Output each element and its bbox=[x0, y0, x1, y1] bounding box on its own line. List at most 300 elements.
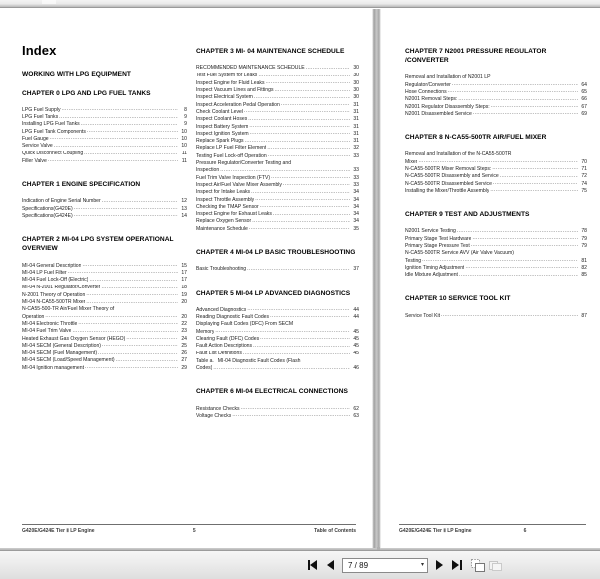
pdf-page-left bbox=[0, 9, 372, 550]
toc-entry-page: 72 bbox=[581, 173, 587, 180]
toc-entry[interactable] bbox=[196, 109, 359, 116]
leader-dots bbox=[213, 366, 350, 371]
section-heading-chapter-8: CHAPTER 8 N-CA55-500TR AIR/FUEL MIXER bbox=[405, 134, 547, 142]
toc-entry[interactable] bbox=[22, 121, 187, 128]
document-viewer[interactable] bbox=[0, 9, 600, 550]
pdf-page-right-body bbox=[381, 47, 600, 550]
toc-entry[interactable] bbox=[22, 299, 187, 306]
block-spacer bbox=[196, 274, 359, 289]
toc-entry-wrapped-line bbox=[196, 321, 359, 328]
toc-entry-wrapped-line bbox=[405, 151, 587, 158]
toc-entry[interactable] bbox=[196, 218, 359, 225]
toc-entry[interactable] bbox=[196, 175, 359, 182]
leader-dots bbox=[116, 359, 178, 364]
leader-dots bbox=[215, 330, 350, 335]
toc-entry[interactable] bbox=[22, 107, 187, 114]
leader-dots bbox=[50, 137, 178, 142]
toc-entry-title: Test Fuel System for Leaks bbox=[196, 72, 258, 79]
section-heading-chapter-6: CHAPTER 6 MI-04 ELECTRICAL CONNECTIONS bbox=[196, 388, 348, 396]
toc-list-chapter-5 bbox=[196, 307, 359, 373]
toc-entry[interactable] bbox=[405, 89, 587, 96]
leader-dots bbox=[72, 330, 178, 335]
leader-dots bbox=[281, 103, 350, 108]
toc-entry-title: N-CA55-500TR Disassembled Service bbox=[405, 180, 492, 187]
block-spacer bbox=[22, 220, 187, 235]
toc-list-chapter-8 bbox=[405, 151, 587, 195]
first-page-icon[interactable] bbox=[305, 556, 322, 574]
toc-entry[interactable] bbox=[405, 173, 587, 180]
footer-engine-model: G420E/G424E Tier Ⅱ LP Engine bbox=[399, 528, 472, 534]
toc-entry-title: MI-04 Fuel Trim Valve bbox=[22, 328, 72, 335]
block-spacer bbox=[405, 279, 587, 294]
toc-list-chapter-6 bbox=[196, 406, 359, 421]
toc-list-chapter-7 bbox=[405, 74, 587, 118]
toc-entry-title: N-CA55-500TR Mixer Removal Steps: bbox=[405, 165, 492, 172]
toc-entry[interactable] bbox=[22, 328, 187, 335]
toc-entry-page: 45 bbox=[353, 335, 359, 342]
toc-list-chapter-1 bbox=[22, 198, 187, 220]
toc-entry-page: 67 bbox=[581, 103, 587, 110]
toc-entry[interactable] bbox=[405, 258, 587, 265]
toc-entry[interactable] bbox=[196, 307, 359, 314]
toc-entry-title: Clearing Fault (DFC) Codes bbox=[196, 335, 260, 342]
toc-entry-title: Testing Fuel Lock-off Operation bbox=[196, 152, 267, 159]
leader-dots bbox=[87, 130, 178, 135]
toc-entry-page: 22 bbox=[181, 321, 187, 327]
toc-entry-title: N2001 Removal Steps: bbox=[405, 96, 458, 103]
pdf-page-right bbox=[381, 9, 600, 550]
toc-entry-page: 37 bbox=[353, 266, 359, 273]
toc-entry-page: 9 bbox=[184, 114, 187, 120]
toc-entry-title: MI-04 Fuel Lock-Off (Electric) bbox=[22, 277, 89, 284]
toc-entry[interactable] bbox=[22, 213, 187, 220]
toc-entry-page: 8 bbox=[184, 106, 187, 113]
leader-dots bbox=[247, 308, 350, 313]
section-heading-chapter-9: CHAPTER 9 TEST AND ADJUSTMENTS bbox=[405, 211, 530, 219]
toc-entry-title: Replace LP Fuel Filter Element bbox=[196, 145, 267, 152]
toc-entry-page: 31 bbox=[353, 101, 359, 108]
leader-dots bbox=[418, 160, 578, 165]
toc-entry-title: N2001 Regulator Disassembly Steps: bbox=[405, 103, 490, 110]
toc-entry-title: Basic Troubleshooting bbox=[196, 266, 247, 273]
section-heading-chapter-2: CHAPTER 2 MI-04 LPG SYSTEM OPERATIONAL OVERVIEW bbox=[22, 236, 174, 253]
last-page-icon[interactable] bbox=[448, 556, 465, 574]
toc-entry[interactable] bbox=[196, 314, 359, 321]
toc-entry-wrapped-line bbox=[405, 74, 587, 81]
toc-entry-page: 62 bbox=[353, 405, 359, 412]
toc-entry-title: N-CA55-500TR Disassembly and Service bbox=[405, 173, 499, 180]
toc-entry-page: 79 bbox=[581, 242, 587, 249]
toc-entry[interactable] bbox=[22, 350, 187, 357]
toc-entry-page: 10 bbox=[181, 143, 187, 150]
leader-dots bbox=[465, 266, 578, 271]
toc-entry[interactable] bbox=[22, 129, 187, 136]
toc-entry-page: 31 bbox=[353, 138, 359, 145]
toc-entry[interactable] bbox=[22, 285, 187, 292]
toc-entry-page: 82 bbox=[581, 264, 587, 271]
toc-entry-page: 20 bbox=[181, 299, 187, 306]
toc-entry[interactable] bbox=[22, 343, 187, 350]
toc-entry-title: Fuel Trim Valve Inspection (FTV) bbox=[196, 174, 271, 181]
toc-entry-page: 11 bbox=[181, 150, 187, 157]
toc-entry[interactable] bbox=[405, 228, 587, 235]
toc-entry-page: 34 bbox=[353, 218, 359, 225]
toc-entry-title: Inspect Coolant Hoses bbox=[196, 116, 248, 123]
leader-dots bbox=[251, 191, 350, 196]
toc-entry[interactable] bbox=[22, 292, 187, 299]
toc-entry-page: 35 bbox=[353, 225, 359, 232]
toc-entry[interactable] bbox=[22, 206, 187, 213]
toc-entry-page: 46 bbox=[353, 365, 359, 372]
toc-entry[interactable] bbox=[405, 313, 587, 320]
toc-entry-page: 15 bbox=[181, 262, 187, 269]
block-spacer bbox=[405, 118, 587, 133]
section-heading-chapter-1: CHAPTER 1 ENGINE SPECIFICATION bbox=[22, 181, 141, 189]
toc-entry-title: MI-04 N-2001 Regulator/Converter bbox=[22, 284, 101, 291]
toc-entry-title: Hose Connections bbox=[405, 89, 447, 95]
toc-entry-page: 23 bbox=[181, 328, 187, 335]
toc-entry[interactable] bbox=[196, 138, 359, 145]
toc-entry[interactable] bbox=[196, 145, 359, 152]
toc-entry-title: Installing the Mixer/Throttle Assembly bbox=[405, 187, 490, 194]
toc-entry-title: Inspect Acceleration Pedal Operation bbox=[196, 101, 280, 108]
toc-entry[interactable] bbox=[22, 365, 187, 372]
toc-entry-wrapped-line bbox=[405, 250, 587, 257]
toc-entry-page: 30 bbox=[353, 65, 359, 72]
leader-dots bbox=[249, 227, 350, 232]
leader-dots bbox=[59, 115, 178, 120]
toc-entry[interactable] bbox=[22, 198, 187, 205]
toc-entry-page: 26 bbox=[181, 350, 187, 357]
toc-entry-title: Fuel Gauge bbox=[22, 135, 49, 142]
toc-entry[interactable] bbox=[405, 166, 587, 173]
toc-entry[interactable] bbox=[196, 80, 359, 87]
leader-dots bbox=[244, 110, 350, 115]
toc-entry-page: 63 bbox=[353, 412, 359, 419]
toc-entry-wrapped-line bbox=[22, 306, 187, 313]
leader-dots bbox=[459, 273, 578, 278]
leader-dots bbox=[98, 351, 178, 356]
leader-dots bbox=[245, 139, 350, 144]
page-footer-right bbox=[399, 524, 586, 534]
section-heading-chapter-7: CHAPTER 7 N2001 PRESSURE REGULATOR /CONVERTER bbox=[405, 48, 547, 65]
toc-entry[interactable] bbox=[405, 265, 587, 272]
section-heading-chapter-0: CHAPTER 0 LPG AND LPG FUEL TANKS bbox=[22, 89, 151, 97]
leader-dots bbox=[458, 98, 578, 103]
toc-entry-title: N-2001 Theory of Operation bbox=[22, 291, 86, 298]
toc-entry[interactable] bbox=[22, 270, 187, 277]
leader-dots bbox=[253, 345, 350, 350]
toc-entry[interactable] bbox=[196, 94, 359, 101]
toc-entry[interactable] bbox=[196, 153, 359, 160]
leader-dots bbox=[255, 198, 350, 203]
toc-entry[interactable] bbox=[196, 336, 359, 343]
toc-entry[interactable] bbox=[196, 102, 359, 109]
toc-entry-page: 10 bbox=[181, 135, 187, 142]
toc-entry[interactable] bbox=[196, 413, 359, 420]
leader-dots bbox=[266, 81, 350, 86]
toc-list-chapter-9 bbox=[405, 228, 587, 279]
leader-dots bbox=[422, 259, 578, 264]
toc-entry[interactable] bbox=[196, 131, 359, 138]
toc-entry[interactable] bbox=[22, 114, 187, 121]
toc-entry-page: 78 bbox=[581, 228, 587, 235]
leader-dots bbox=[471, 244, 578, 249]
leader-dots bbox=[306, 67, 350, 72]
toc-entry-page: 34 bbox=[353, 211, 359, 218]
toc-entry[interactable] bbox=[405, 236, 587, 243]
toc-entry-page: 31 bbox=[353, 116, 359, 123]
toc-entry-title: Table a. MI-04 Diagnostic Fault Codes (Flash bbox=[196, 357, 301, 364]
leader-dots bbox=[81, 123, 178, 128]
toc-entry-title-continued: Regulator/Converter bbox=[405, 81, 451, 88]
toc-entry[interactable] bbox=[22, 336, 187, 343]
leader-dots bbox=[275, 88, 351, 93]
toc-entry-page: 9 bbox=[184, 121, 187, 128]
toc-list-chapter-0 bbox=[22, 107, 187, 165]
toc-entry[interactable] bbox=[405, 159, 587, 166]
toc-entry[interactable] bbox=[22, 277, 187, 284]
toc-entry-title-continued: Mixer bbox=[405, 158, 418, 165]
leader-dots bbox=[252, 220, 350, 225]
previous-page-icon[interactable] bbox=[322, 556, 339, 574]
toc-entry[interactable] bbox=[196, 189, 359, 196]
toc-entry-title: N2001 Disassembled Service bbox=[405, 110, 472, 117]
toc-entry-title-continued: Inspection bbox=[196, 167, 220, 174]
toc-entry-title: Voltage Checks bbox=[196, 412, 232, 419]
leader-dots bbox=[84, 152, 178, 157]
toc-entry[interactable] bbox=[196, 124, 359, 131]
toc-entry-page: 33 bbox=[353, 152, 359, 159]
toc-entry-title: Inspect Throttle Assembly bbox=[196, 196, 255, 203]
leader-dots bbox=[102, 200, 178, 205]
toc-entry-title: Checking the TMAP Sensor bbox=[196, 203, 259, 210]
toc-column-right bbox=[405, 47, 587, 320]
toc-entry-title: Idle Mixture Adjustment bbox=[405, 272, 458, 279]
toc-entry[interactable] bbox=[405, 111, 587, 118]
toc-list-chapter-4 bbox=[196, 266, 359, 273]
toc-entry-page: 87 bbox=[581, 312, 587, 319]
toc-entry[interactable] bbox=[22, 151, 187, 158]
toc-entry-title: MI-04 Ignition management bbox=[22, 364, 85, 371]
leader-dots bbox=[86, 293, 178, 298]
page-number-value: 7 / 89 bbox=[348, 560, 369, 570]
leader-dots bbox=[254, 96, 350, 101]
single-page-view-icon[interactable] bbox=[486, 556, 503, 574]
toc-entry-title: Fault Action Descriptions bbox=[196, 343, 253, 350]
toc-entry[interactable] bbox=[196, 87, 359, 94]
toc-entry[interactable] bbox=[405, 96, 587, 103]
page-footer-left bbox=[22, 524, 356, 534]
toc-entry[interactable] bbox=[22, 143, 187, 150]
section-heading-chapter-10: CHAPTER 10 SERVICE TOOL KIT bbox=[405, 295, 511, 303]
toc-entry-page: 65 bbox=[581, 89, 587, 95]
toc-entry-title: Replace Spark Plugs bbox=[196, 138, 244, 145]
toc-entry-title: MI-04 General Description bbox=[22, 262, 82, 269]
toc-entry-page: 33 bbox=[353, 181, 359, 188]
toc-entry-page: 31 bbox=[353, 108, 359, 115]
leader-dots bbox=[490, 189, 578, 194]
footer-engine-model: G420E/G424E Tier Ⅱ LP Engine bbox=[22, 528, 95, 534]
toc-entry[interactable] bbox=[22, 357, 187, 364]
toc-entry-title: Reading Diagnostic Fault Codes bbox=[196, 314, 270, 320]
toc-entry-title: Primary Stage Pressure Test bbox=[405, 242, 470, 249]
leader-dots bbox=[45, 315, 178, 320]
toc-entry-title: Service Valve bbox=[22, 143, 53, 150]
leader-dots bbox=[452, 83, 578, 88]
toc-entry-title: LPG Fuel Tank Components bbox=[22, 128, 86, 135]
leader-dots bbox=[74, 214, 178, 219]
toc-entry[interactable] bbox=[405, 104, 587, 111]
footer-section-name: Table of Contents bbox=[314, 528, 356, 534]
toc-entry[interactable] bbox=[196, 211, 359, 218]
toc-entry[interactable] bbox=[196, 329, 359, 336]
toc-entry-title-continued: Memory bbox=[196, 328, 215, 335]
toc-entry[interactable] bbox=[22, 263, 187, 270]
toc-entry[interactable] bbox=[196, 182, 359, 189]
toc-entry-title: Replace Oxygen Sensor bbox=[196, 218, 252, 225]
toc-entry-page: 12 bbox=[181, 198, 187, 205]
toc-entry[interactable] bbox=[196, 365, 359, 372]
block-spacer bbox=[22, 165, 187, 180]
toc-entry-page: 34 bbox=[353, 189, 359, 196]
chevron-down-icon[interactable]: ▾ bbox=[420, 561, 424, 568]
leader-dots bbox=[267, 147, 350, 152]
toc-entry[interactable] bbox=[22, 158, 187, 165]
toc-entry[interactable] bbox=[196, 204, 359, 211]
block-spacer bbox=[196, 372, 359, 387]
leader-dots bbox=[232, 414, 350, 419]
leader-dots bbox=[220, 169, 350, 174]
toc-entry-page: 13 bbox=[181, 205, 187, 212]
toc-entry-page: 34 bbox=[353, 203, 359, 210]
leader-dots bbox=[491, 105, 578, 110]
toc-entry[interactable] bbox=[22, 314, 187, 321]
leader-dots bbox=[473, 112, 578, 117]
toc-entry[interactable] bbox=[196, 343, 359, 350]
leader-dots bbox=[441, 314, 578, 319]
leader-dots bbox=[271, 176, 350, 181]
next-page-icon[interactable] bbox=[431, 556, 448, 574]
toc-entry[interactable] bbox=[196, 73, 359, 80]
footer-page-number: 5 bbox=[192, 528, 196, 534]
leader-dots bbox=[250, 132, 350, 137]
leader-dots bbox=[260, 205, 350, 210]
leader-dots bbox=[283, 183, 350, 188]
toc-entry-title: Resistance Checks bbox=[196, 405, 240, 412]
toc-entry-title: MI-04 N-CA55-500TR Mixer bbox=[22, 299, 86, 306]
toc-entry-title: Inspect Vacuum Lines and Fittings bbox=[196, 87, 274, 94]
toc-entry-page: 20 bbox=[181, 313, 187, 320]
toc-entry[interactable] bbox=[196, 266, 359, 273]
leader-dots bbox=[85, 366, 178, 371]
leader-dots bbox=[258, 74, 350, 79]
toc-entry-title: Inspect for Intake Leaks bbox=[196, 189, 251, 196]
toc-entry[interactable] bbox=[196, 226, 359, 233]
leader-dots bbox=[74, 207, 178, 212]
leader-dots bbox=[54, 145, 178, 150]
toc-entry[interactable] bbox=[196, 406, 359, 413]
leader-dots bbox=[101, 286, 178, 291]
leader-dots bbox=[126, 337, 178, 342]
leader-dots bbox=[243, 352, 350, 357]
toc-entry[interactable] bbox=[196, 116, 359, 123]
toc-entry-page: 71 bbox=[581, 165, 587, 172]
toc-entry[interactable] bbox=[196, 167, 359, 174]
leader-dots bbox=[89, 279, 178, 284]
toc-entry-page: 33 bbox=[353, 167, 359, 174]
toc-entry-title: Inspect Battery System bbox=[196, 123, 249, 130]
toc-entry[interactable] bbox=[196, 197, 359, 204]
toc-entry[interactable] bbox=[196, 65, 359, 72]
toc-entry-title: N-CA55-500-TR Air/Fuel Mixer Theory of bbox=[22, 306, 115, 313]
toc-entry-title: Specifications(G424E) bbox=[22, 212, 73, 219]
toc-entry-title: RECOMMENDED MAINTENANCE SCHEDULE bbox=[196, 65, 305, 72]
toc-entry-page: 32 bbox=[353, 145, 359, 152]
toc-entry-title: Removal and Installation of N2001 LP bbox=[405, 74, 491, 81]
two-page-view-icon[interactable] bbox=[469, 556, 486, 574]
toc-entry-title: Inspect Electrical System bbox=[196, 94, 253, 101]
toc-entry-page: 79 bbox=[581, 235, 587, 242]
toc-entry-title: Check Coolant Level bbox=[196, 108, 244, 115]
leader-dots bbox=[86, 300, 178, 305]
toc-entry[interactable] bbox=[22, 321, 187, 328]
toc-entry-page: 17 bbox=[181, 277, 187, 284]
toc-entry-page: 45 bbox=[353, 343, 359, 350]
toc-entry[interactable] bbox=[196, 351, 359, 358]
toc-entry[interactable] bbox=[405, 82, 587, 89]
toc-entry-page: 17 bbox=[181, 269, 187, 276]
toc-entry[interactable] bbox=[22, 136, 187, 143]
toc-entry-page: 34 bbox=[353, 196, 359, 203]
footer-page-number: 6 bbox=[523, 528, 527, 534]
toc-entry-title: Advanced Diagnostics bbox=[196, 306, 247, 313]
page-title: Index bbox=[22, 43, 57, 58]
page-number-input[interactable] bbox=[342, 558, 428, 573]
toc-entry-title: MI-04 SECM (Load/Speed Management) bbox=[22, 357, 115, 364]
toc-entry-title: Fault List Definitions bbox=[196, 350, 242, 357]
toc-entry-page: 70 bbox=[581, 158, 587, 165]
toc-entry-title: N-CA55-500TR Service AVV (Air Valve Vacuum) bbox=[405, 250, 514, 257]
toc-entry-page: 30 bbox=[353, 94, 359, 101]
toc-entry[interactable] bbox=[405, 243, 587, 250]
leader-dots bbox=[82, 264, 178, 269]
toc-entry-title: Heated Exhaust Gas Oxygen Sensor (HEGO) bbox=[22, 335, 126, 342]
page-gutter-divider bbox=[372, 9, 381, 550]
toc-entry-page: 25 bbox=[181, 342, 187, 349]
toc-entry-title: Service Tool Kit bbox=[405, 312, 441, 319]
toc-entry[interactable] bbox=[405, 181, 587, 188]
toc-list-chapter-3 bbox=[196, 65, 359, 233]
toc-entry-title: LPG Fuel Tanks bbox=[22, 114, 59, 120]
toc-entry-page: 66 bbox=[581, 96, 587, 103]
toc-entry-title-continued: Testing bbox=[405, 257, 422, 264]
leader-dots bbox=[248, 118, 350, 123]
toc-entry-page: 69 bbox=[581, 110, 587, 117]
toc-entry-page: 75 bbox=[581, 187, 587, 194]
toc-entry-title: MI-04 Electronic Throttle bbox=[22, 321, 78, 327]
leader-dots bbox=[62, 108, 178, 113]
leader-dots bbox=[78, 322, 178, 327]
leader-dots bbox=[500, 175, 578, 180]
toc-entry-page: 14 bbox=[181, 212, 187, 219]
toc-entry-title: Quick Disconnect Coupling bbox=[22, 150, 84, 157]
toc-entry-title: Pressure Regulator/Converter Testing and bbox=[196, 160, 292, 167]
toc-entry-title: Specifications(G420E) bbox=[22, 205, 73, 212]
toc-entry-page: 81 bbox=[581, 257, 587, 264]
toc-entry[interactable] bbox=[405, 272, 587, 279]
toc-entry[interactable] bbox=[405, 188, 587, 195]
